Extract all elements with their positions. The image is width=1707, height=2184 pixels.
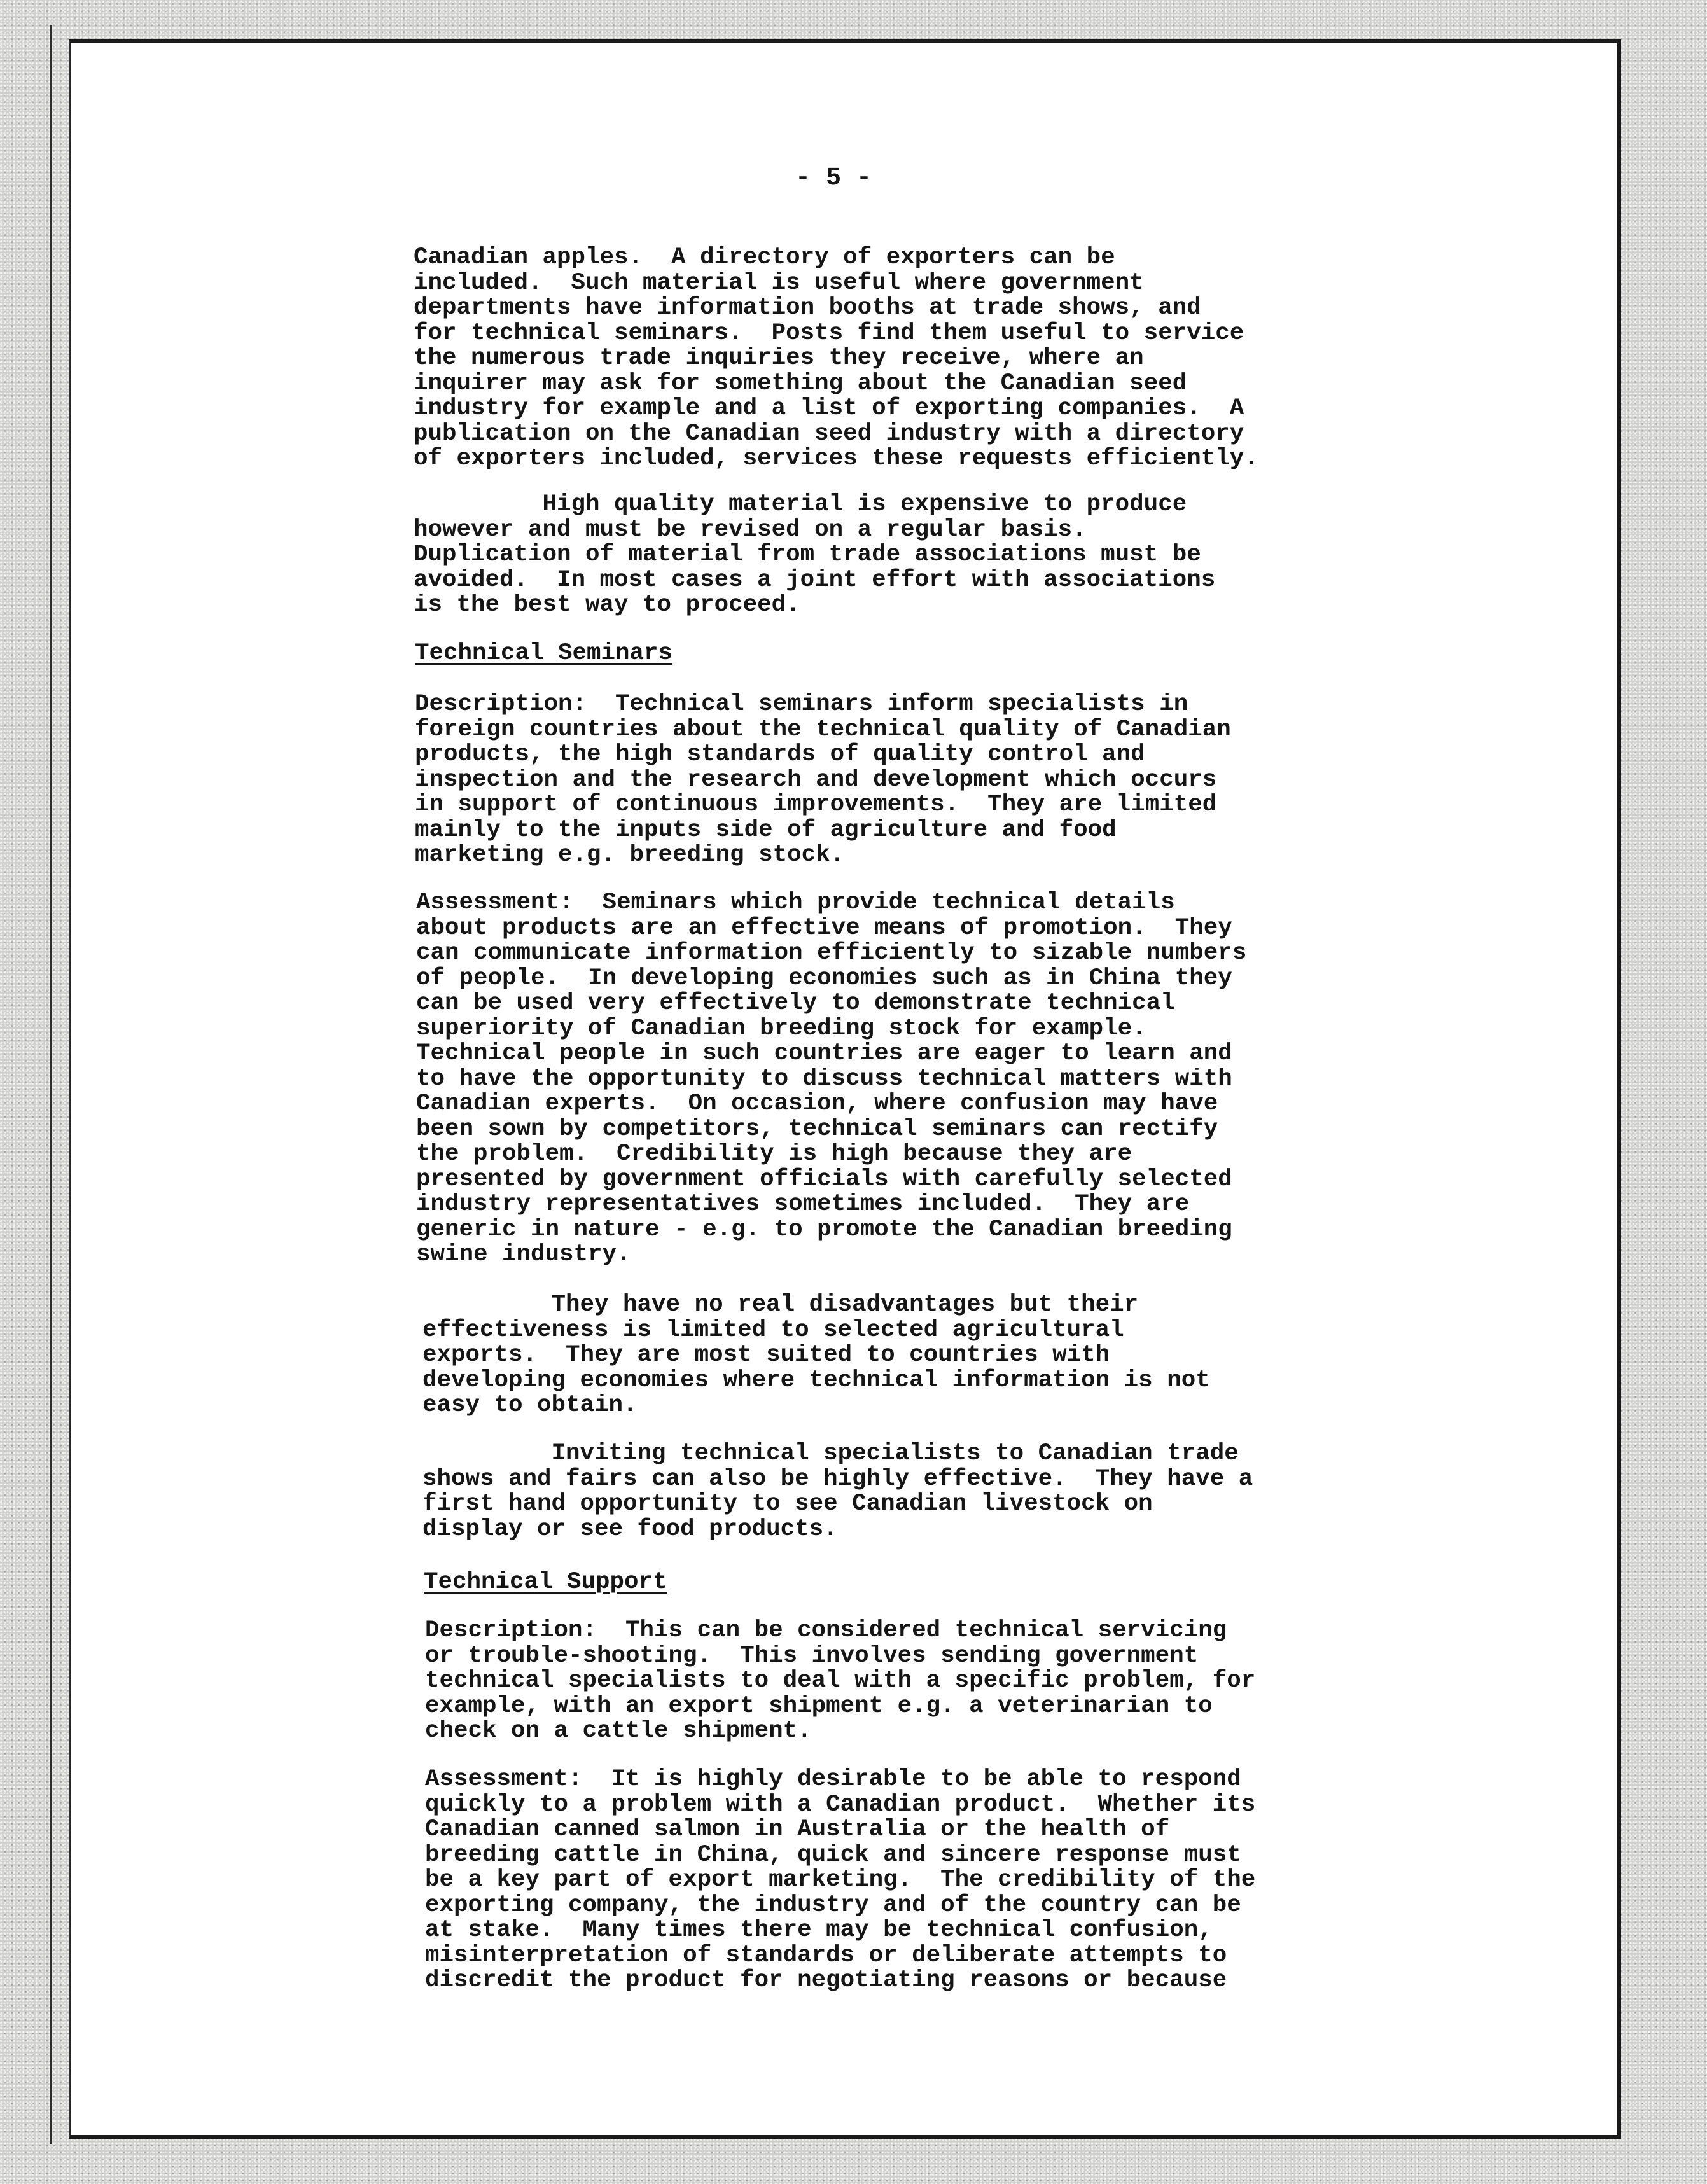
text-line: presented by government officials with carefully selected [416, 1165, 1232, 1193]
text-line: Description: This can be considered technical servicing [425, 1617, 1227, 1644]
text-line: Canadian experts. On occasion, where confusion may have [416, 1090, 1218, 1117]
text-line: for technical seminars. Posts find them useful to service [414, 319, 1244, 347]
text-line: easy to obtain. [422, 1392, 638, 1419]
text-line: effectiveness is limited to selected agricultural [422, 1316, 1124, 1344]
text-line: technical specialists to deal with a specific problem, for [425, 1667, 1256, 1694]
paragraph-support-description [425, 1618, 1255, 1744]
binder-margin-line [50, 25, 52, 2144]
text-line: They have no real disadvantages but their [422, 1291, 1139, 1318]
text-line: quickly to a problem with a Canadian product. Whether its [425, 1791, 1256, 1818]
text-line: first hand opportunity to see Canadian livestock on [422, 1491, 1153, 1517]
text-line: example, with an export shipment e.g. a veterinarian to [425, 1692, 1213, 1720]
text-line: foreign countries about the technical quality of Canadian [415, 716, 1231, 743]
text-line: Duplication of material from trade associations must be [414, 541, 1201, 568]
text-line: breeding cattle in China, quick and sincere response must [425, 1841, 1241, 1868]
text-line: marketing e.g. breeding stock. [415, 842, 845, 868]
text-line: is the best way to proceed. [414, 592, 800, 618]
text-line: Assessment: It is highly desirable to be able to respond [425, 1766, 1241, 1793]
text-line: exports. They are most suited to countries with [422, 1342, 1110, 1368]
text-line: developing economies where technical information is not [422, 1367, 1210, 1394]
text-line: Technical people in such countries are eager to learn and [416, 1040, 1232, 1067]
text-line: about products are an effective means of promotion. They [416, 914, 1232, 942]
text-line: exporting company, the industry and of the country can be [425, 1891, 1241, 1919]
text-line: mainly to the inputs side of agriculture and food [415, 816, 1117, 844]
text-line: Canadian apples. A directory of exporters can be [414, 244, 1115, 271]
text-line: Canadian canned salmon in Australia or the health of [425, 1816, 1170, 1843]
text-line: check on a cattle shipment. [425, 1718, 812, 1744]
text-line: products, the high standards of quality control and [415, 741, 1145, 768]
text-line: in support of continuous improvements. They are limited [415, 791, 1217, 818]
text-line: inspection and the research and development which occurs [415, 766, 1217, 793]
heading-technical-support: Technical Support [424, 1569, 667, 1596]
text-line: discredit the product for negotiating reasons or because [425, 1967, 1227, 1994]
text-line: swine industry. [416, 1241, 631, 1268]
paragraph-inviting-specialists [422, 1442, 1253, 1542]
paragraph-seminars-assessment [416, 891, 1246, 1268]
text-line: inquirer may ask for something about the Canadian seed [414, 370, 1187, 397]
text-line: industry for example and a list of exporting companies. A [414, 395, 1244, 422]
text-line: misinterpretation of standards or deliberate attempts to [425, 1942, 1227, 1969]
paragraph-seminars-disadvantages [422, 1293, 1210, 1419]
paragraph-support-assessment [425, 1767, 1255, 1994]
text-line: or trouble-shooting. This involves sending government [425, 1642, 1199, 1669]
text-line: of people. In developing economies such as in China they [416, 964, 1232, 992]
text-line: shows and fairs can also be highly effective. They have a [422, 1465, 1253, 1492]
text-line: display or see food products. [422, 1515, 838, 1543]
heading-technical-seminars: Technical Seminars [415, 640, 673, 667]
text-line: included. Such material is useful where government [414, 269, 1144, 296]
text-line: can communicate information efficiently to sizable numbers [416, 940, 1247, 966]
text-line: at stake. Many times there may be technical confusion, [425, 1917, 1213, 1944]
text-line: Assessment: Seminars which provide technical details [416, 889, 1175, 916]
text-line: publication on the Canadian seed industry with a directory [414, 420, 1244, 447]
text-line: can be used very effectively to demonstrate technical [416, 990, 1175, 1017]
paragraph-publications-continued [414, 246, 1258, 472]
text-line: to have the opportunity to discuss technical matters with [416, 1065, 1232, 1092]
text-line: the problem. Credibility is high because they are [416, 1141, 1132, 1167]
text-line: departments have information booths at trade shows, and [414, 295, 1201, 321]
text-line: been sown by competitors, technical seminars can rectify [416, 1115, 1218, 1143]
text-line: High quality material is expensive to produce [414, 491, 1187, 518]
text-line: superiority of Canadian breeding stock for example. [416, 1015, 1146, 1042]
text-line: generic in nature - e.g. to promote the Canadian breeding [416, 1216, 1232, 1243]
paragraph-seminars-description [415, 692, 1231, 868]
text-line: of exporters included, services these requests efficiently. [414, 445, 1258, 472]
text-line: avoided. In most cases a joint effort with associations [414, 566, 1216, 594]
text-line: industry representatives sometimes included. They are [416, 1191, 1190, 1218]
page-number: - 5 - [795, 164, 872, 193]
text-line: Inviting technical specialists to Canadian trade [422, 1440, 1239, 1467]
text-line: Description: Technical seminars inform specialists in [415, 691, 1188, 718]
text-line: be a key part of export marketing. The credibility of the [425, 1867, 1256, 1893]
text-line: however and must be revised on a regular basis. [414, 516, 1087, 543]
text-line: the numerous trade inquiries they receive, where an [414, 345, 1144, 372]
paragraph-material-cost [414, 492, 1215, 618]
